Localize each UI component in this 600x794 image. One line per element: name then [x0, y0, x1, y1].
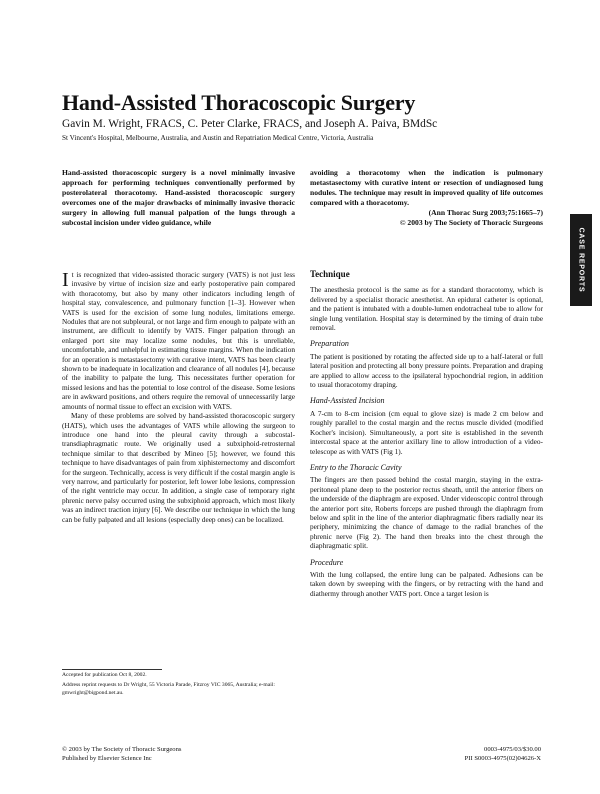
footer-issn: 0003-4975/03/$30.00 — [484, 746, 541, 753]
footer-pii: PII S0003-4975(02)04626-X — [464, 755, 541, 762]
body-column-left — [62, 270, 295, 650]
abstract-text-right: avoiding a thoracotomy when the indication is pulmonary metastasectomy with curative intent or resection of undiagnosed lung nodules. The technique may result in improved quality of life outcomes compared with a thoracotomy. — [310, 168, 543, 208]
footer-publisher — [62, 745, 322, 763]
incision-text: A 7-cm to 8-cm incision (cm equal to glove size) is made 2 cm below and roughly parallel to the costal margin and the rectus muscle divided (modified Kocher's incision). Simultaneously, a port site is established in the seventh intercostal space at the anterior axillary line to allow introduction of a video-telescope as with VATS (Fig 1). — [310, 408, 543, 456]
intro-paragraph — [62, 270, 295, 411]
footer-publisher-name: Published by Elsevier Science Inc — [62, 755, 152, 762]
procedure-text: With the lung collapsed, the entire lung can be palpated. Adhesions can be taken down by sweeping with the fingers, or by retracting with the hand and diathermy through another VATS port. Once a target lesion is — [310, 569, 543, 598]
citation-line: (Ann Thorac Surg 2003;75:1665–7) — [428, 208, 543, 218]
author-list: Gavin M. Wright, FRACS, C. Peter Clarke, FRACS, and Joseph A. Paiva, BMdSc — [62, 118, 438, 130]
entry-text: The fingers are then passed behind the costal margin, staying in the extra-peritoneal plane deep to the posterior rectus sheath, until the anterior fibers on the underside of the diaphragm are exposed. Under videoscopic control through the anterior port site, Roberts forceps are pushed through the diaphragm from below and split in the line of the anterior diaphragmatic fibers radially near its periphery, minimizing the chance of damage to the radial branches of the phrenic nerve (Fig 2). The hand then breaks into the chest through the diaphragmatic split. — [310, 475, 543, 551]
technique-heading: Technique — [310, 269, 350, 279]
abstract-left — [62, 168, 295, 229]
accepted-note: Accepted for publication Oct 8, 2002. — [62, 672, 147, 678]
footnote-divider — [62, 669, 162, 670]
footer-copyright: © 2003 by The Society of Thoracic Surgeons — [62, 746, 182, 753]
intro-text: t is recognized that video-assisted thoracic surgery (VATS) is not just less invasive by virtue of incision size and early postoperative pain compared with thoracotomy, but also by many other indicators including length of hospital stay, convalescence, and pulmonary function [1–3]. However when VATS is used for the excision of some lung nodules, limitations emerge. Nodules that are not subpleural, or not large and firm enough to palpate with an instrument, are difficult to identify by VATS. Finger palpation through an enlarged port site may localize some nodules, but this is unreliable, uncomfortable, and unhelpful in estimating tissue margins. When the indication for an operation is metastasectomy with curative intent, VATS has been clearly shown to be inadequate in localization and clearance of all nodules [4], because of the inability to palpate the lung. This necessitates further operation for missed lesions and has the potential to lose control of the disease. Some lesions are in awkward positions, and others require the removal of unnecessarily large amounts of normal tissue to effect an excision with VATS. — [62, 270, 295, 411]
procedure-heading: Procedure — [310, 557, 344, 567]
footnotes — [62, 672, 295, 700]
address-note: Address reprint requests to Dr Wright, 55 Victoria Parade, Fitzroy VIC 3065, Australia; e-mail: gmwright@bigpond.net.au. — [62, 682, 275, 696]
section-tab-label: CASE REPORTS — [577, 227, 585, 293]
drop-cap: I — [62, 269, 69, 291]
abstract-right — [310, 168, 543, 229]
entry-heading: Entry to the Thoracic Cavity — [310, 462, 402, 472]
abstract-copyright: © 2003 by The Society of Thoracic Surgeons — [399, 218, 543, 228]
article-title: Hand-Assisted Thoracoscopic Surgery — [62, 90, 416, 115]
footer-identifiers — [380, 745, 541, 763]
body-column-right — [310, 270, 543, 740]
section-tab — [570, 214, 592, 306]
preparation-text: The patient is positioned by rotating the affected side up to a half-lateral or full lateral position and protecting all bony pressure points. Preparation and draping are applied to allow access to the ipsilateral hypochondrial region, in addition to usual thoracotomy draping. — [310, 351, 543, 390]
preparation-heading: Preparation — [310, 339, 349, 349]
hats-paragraph: Many of these problems are solved by hand-assisted thoracoscopic surgery (HATS), which uses the advantages of VATS while allowing the surgeon to introduce one hand into the pleural cavity through a subcostal-transdiaphragmatic route. We originally used a subxiphoid-retrosternal technique similar to that described by Mineo [5]; however, we found this technique to have disadvantages of pain from xiphisternectomy and discomfort for the surgeon. Technically, access is very difficult if the costal margin angle is very narrow, and particularly for posterior, left lower lobe lesions, compression of the right ventricle may occur. In addition, a single case of temporary right phrenic nerve palsy occurred using the subxiphoid approach, which most likely was an indirect traction injury [6]. We describe our technique in which the lung can be fully palpated and all lesions (especially deep ones) can be localized. — [62, 411, 295, 524]
abstract-text-left: Hand-assisted thoracoscopic surgery is a novel minimally invasive approach for performing techniques conventionally performed by posterolateral thoracotomy. Hand-assisted thoracoscopic surgery overcomes one of the major drawbacks of minimally invasive thoracic surgery in allowing full manual palpation of the lungs through a subcostal incision under video guidance, while — [62, 168, 295, 228]
affiliation: St Vincent's Hospital, Melbourne, Australia, and Austin and Repatriation Medical Centre, Victoria, Australia — [62, 134, 374, 142]
incision-heading: Hand-Assisted Incision — [310, 396, 385, 406]
technique-text: The anesthesia protocol is the same as for a standard thoracotomy, which is delivered by a specialist thoracic anesthetist. An epidural catheter is optional, and the patient is intubated with a double-lumen endotracheal tube to allow for single lung ventilation. Hospital stay is determined by the timing of drain tube removal. — [310, 285, 543, 333]
